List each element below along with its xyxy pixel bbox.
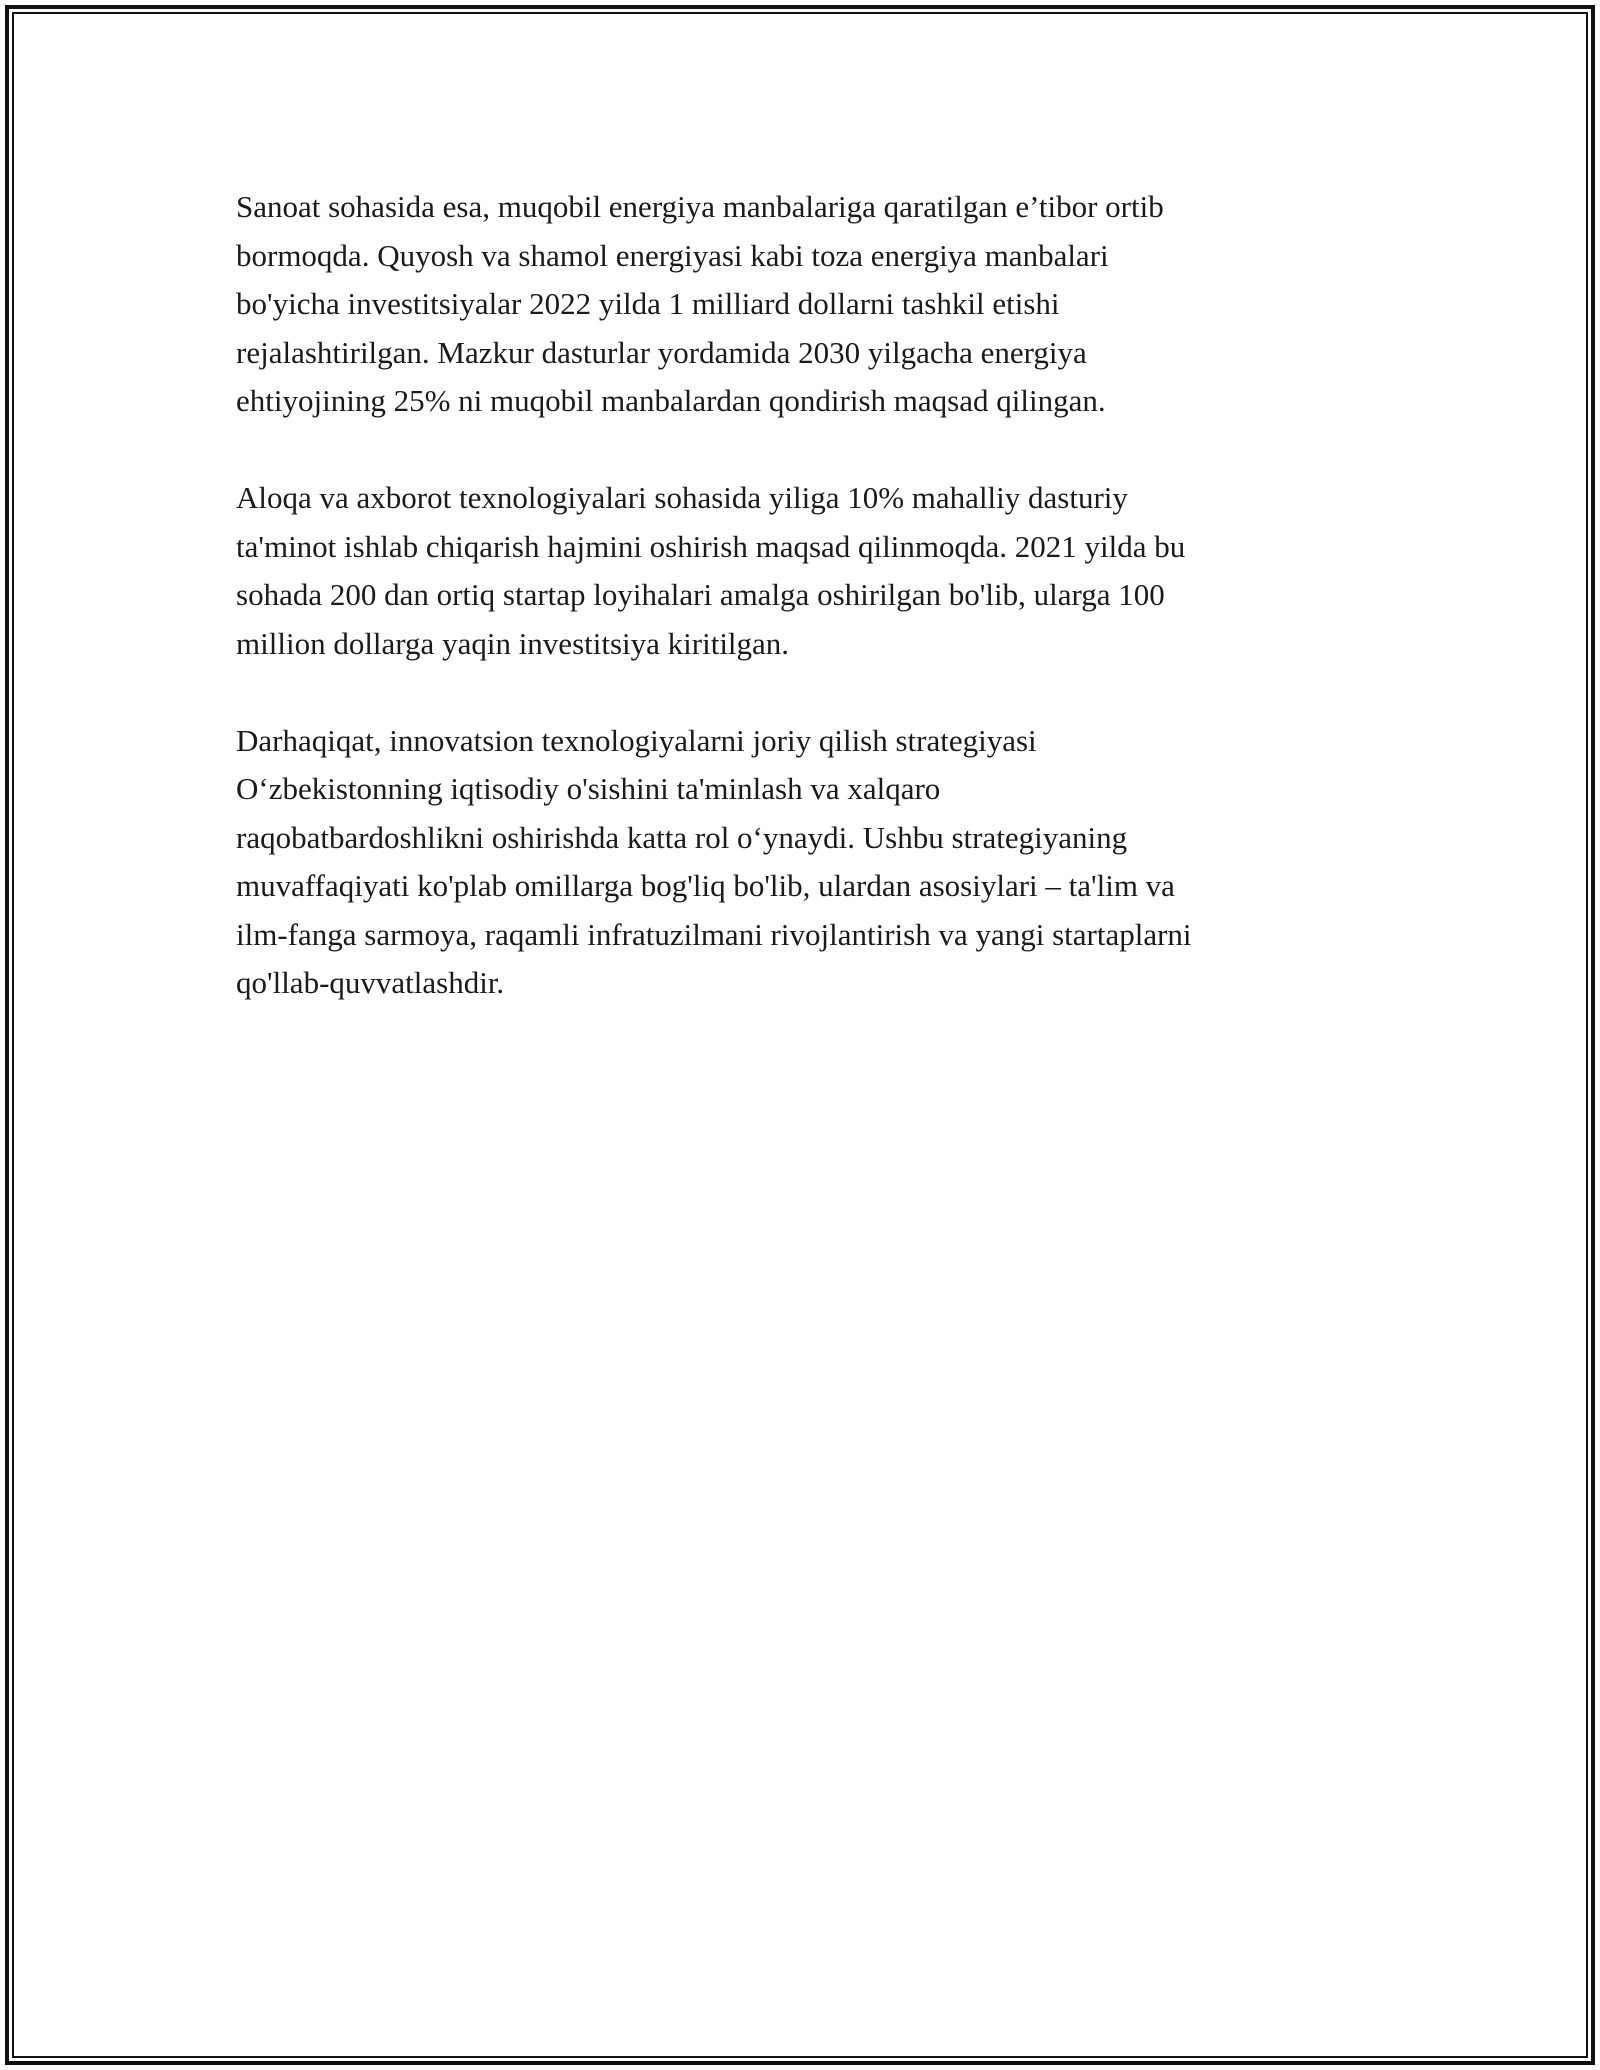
text-line: bo'yicha investitsiyalar 2022 yilda 1 milliard dollarni tashkil etishi	[236, 286, 1060, 321]
text-line: Aloqa va axborot texnologiyalari sohasida yiliga 10% mahalliy dasturiy	[236, 480, 1128, 515]
text-line: raqobatbardoshlikni oshirishda katta rol o‘ynaydi. Ushbu strategiyaning	[236, 819, 1128, 855]
paragraph-it-sector	[236, 474, 1386, 668]
text-line: muvaffaqiyati ko'plab omillarga bog'liq bo'lib, ulardan asosiylari – ta'lim va	[236, 868, 1175, 903]
text-line: million dollarga yaqin investitsiya kiritilgan.	[236, 625, 790, 661]
text-line: Sanoat sohasida esa, muqobil energiya manbalariga qaratilgan e’tibor ortib	[236, 189, 1164, 224]
text-line: Darhaqiqat, innovatsion texnologiyalarni joriy qilish strategiyasi	[236, 722, 1037, 758]
text-line: rejalashtirilgan. Mazkur dasturlar yordamida 2030 yilgacha energiya	[236, 334, 1087, 370]
text-line: ilm-fanga sarmoya, raqamli infratuzilmani rivojlantirish va yangi startaplarni	[236, 916, 1192, 952]
text-line: qo'llab-quvvatlashdir.	[236, 965, 505, 1000]
paragraph-renewable-energy	[236, 183, 1386, 426]
text-line: bormoqda. Quyosh va shamol energiyasi kabi toza energiya manbalari	[236, 237, 1109, 273]
text-line: sohada 200 dan ortiq startap loyihalari amalga oshirilgan bo'lib, ularga 100	[236, 577, 1165, 612]
text-line: ehtiyojining 25% ni muqobil manbalardan qondirish maqsad qilingan.	[236, 383, 1106, 418]
text-line: O‘zbekistonning iqtisodiy o'sishini ta'minlash va xalqaro	[236, 771, 941, 806]
document-body	[236, 183, 1386, 1056]
text-line: ta'minot ishlab chiqarish hajmini oshirish maqsad qilinmoqda. 2021 yilda bu	[236, 528, 1186, 564]
paragraph-innovation-strategy	[236, 717, 1386, 1008]
